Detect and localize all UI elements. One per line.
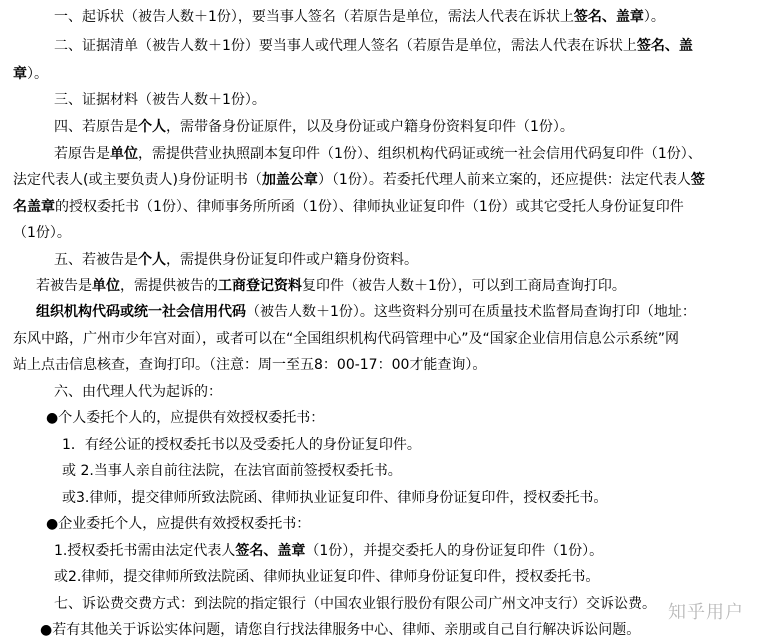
- text-span: ●个人委托个人的，应提供有效授权委托书：: [46, 410, 325, 426]
- text-span: 四、若原告是: [54, 119, 138, 135]
- text-span: ，需提供营业执照副本复印件（1份）、组织机构代码证或统一社会信用代码复印件（1份）、: [138, 146, 702, 162]
- text-span: 1．有经公证的授权委托书以及受委托人的身份证复印件。: [62, 437, 421, 453]
- text-span: 若原告是: [54, 146, 110, 162]
- text-line: [54, 36, 693, 56]
- text-span: 二、证据清单（被告人数＋1份）要当事人或代理人签名（若原告是单位，需法人代表在诉状上: [54, 38, 637, 54]
- text-line: [54, 117, 574, 137]
- bold-span: 签名、盖章: [573, 9, 644, 25]
- bold-span: 单位: [92, 278, 120, 294]
- text-line: [62, 488, 607, 508]
- text-span: 或2.律师，提交律师所致法院函、律师执业证复印件、律师身份证复印件，授权委托书。: [54, 569, 600, 585]
- text-line: [54, 567, 599, 587]
- text-span: 三、证据材料（被告人数＋1份）。: [54, 92, 266, 108]
- text-span: 1.授权委托书需由法定代表人: [54, 543, 236, 559]
- text-span: ）（1份）。若委托代理人前来立案的，还应提供：法定代表人: [317, 172, 691, 188]
- text-span: 或3.律师，提交律师所致法院函、律师执业证复印件、律师身份证复印件，授权委托书。: [62, 490, 608, 506]
- text-span: 一、起诉状（被告人数＋1份），要当事人签名（若原告是单位，需法人代表在诉状上: [54, 9, 574, 25]
- text-span: ，需提供被告的: [120, 278, 218, 294]
- bold-span: 加盖公章: [261, 172, 318, 188]
- text-line: [13, 197, 684, 217]
- text-line: [54, 250, 418, 270]
- text-span: 七、诉讼费交费方式：到法院的指定银行（中国农业银行股份有限公司广州文冲支行）交诉讼费。: [54, 596, 656, 612]
- bold-span: 个人: [138, 119, 166, 135]
- text-span: ，需带备身份证原件，以及身份证或户籍身份资料复印件（1份）。: [166, 119, 574, 135]
- text-line: [54, 7, 665, 27]
- text-line: [13, 64, 48, 84]
- bold-span: 个人: [138, 252, 166, 268]
- text-span: （1份）。: [13, 225, 71, 241]
- text-line: [62, 435, 421, 455]
- text-line: [54, 90, 266, 110]
- watermark: 知乎用户: [668, 602, 744, 623]
- bullet-line: [46, 408, 324, 428]
- text-span: 法定代表人(或主要负责人)身份证明书（: [13, 172, 262, 188]
- bullet-line: [46, 514, 310, 534]
- bold-span: 签名、盖章: [235, 543, 306, 559]
- text-span: 若被告是: [36, 278, 92, 294]
- text-line: [54, 594, 656, 614]
- text-line: [54, 382, 222, 402]
- text-span: （被告人数＋1份）。这些资料分别可在质量技术监督局查询打印（地址：: [246, 304, 696, 320]
- text-line: [62, 461, 402, 481]
- text-line: [13, 170, 705, 190]
- bold-span: 章: [13, 66, 27, 82]
- bullet-line: [40, 620, 640, 640]
- bold-span: 签: [690, 172, 705, 188]
- text-span: ●企业委托个人，应提供有效授权委托书：: [46, 516, 311, 532]
- text-line: [13, 329, 679, 349]
- text-span: （1份），并提交委托人的身份证复印件（1份）。: [305, 543, 604, 559]
- text-line: [54, 144, 702, 164]
- text-line: [13, 223, 71, 243]
- text-line: [54, 541, 603, 561]
- text-span: 五、若被告是: [54, 252, 138, 268]
- bold-span: 签名、盖: [636, 38, 693, 54]
- bold-span: 单位: [110, 146, 138, 162]
- text-span: 的授权委托书（1份）、律师事务所所函（1份）、律师执业证复印件（1份）或其它受托人身份证复印件: [55, 199, 684, 215]
- text-span: 六、由代理人代为起诉的：: [54, 384, 222, 400]
- text-span: ）。: [643, 9, 665, 25]
- bold-span: 名盖章: [13, 199, 55, 215]
- text-span: 站上点击信息核查，查询打印。（注意：周一至五8：00-17：00才能查询）。: [13, 357, 487, 373]
- text-span: 或 2.当事人亲自前往法院，在法官面前签授权委托书。: [62, 463, 402, 479]
- bold-span: 工商登记资料: [218, 278, 302, 294]
- text-span: 东风中路，广州市少年宫对面），或者可以在“全国组织机构代码管理中心”及“国家企业信用信息公示系统”网: [13, 331, 680, 347]
- text-line: [36, 302, 696, 322]
- text-span: ）。: [27, 66, 48, 82]
- text-line: [36, 276, 626, 296]
- text-span: ，需提供身份证复印件或户籍身份资料。: [166, 252, 418, 268]
- text-span: 复印件（被告人数＋1份），可以到工商局查询打印。: [302, 278, 626, 294]
- text-span: ●若有其他关于诉讼实体问题，请您自行找法律服务中心、律师、亲朋或自己自行解决诉讼问题。: [40, 622, 641, 638]
- bold-span: 组织机构代码或统一社会信用代码: [36, 304, 246, 320]
- text-line: [13, 355, 486, 375]
